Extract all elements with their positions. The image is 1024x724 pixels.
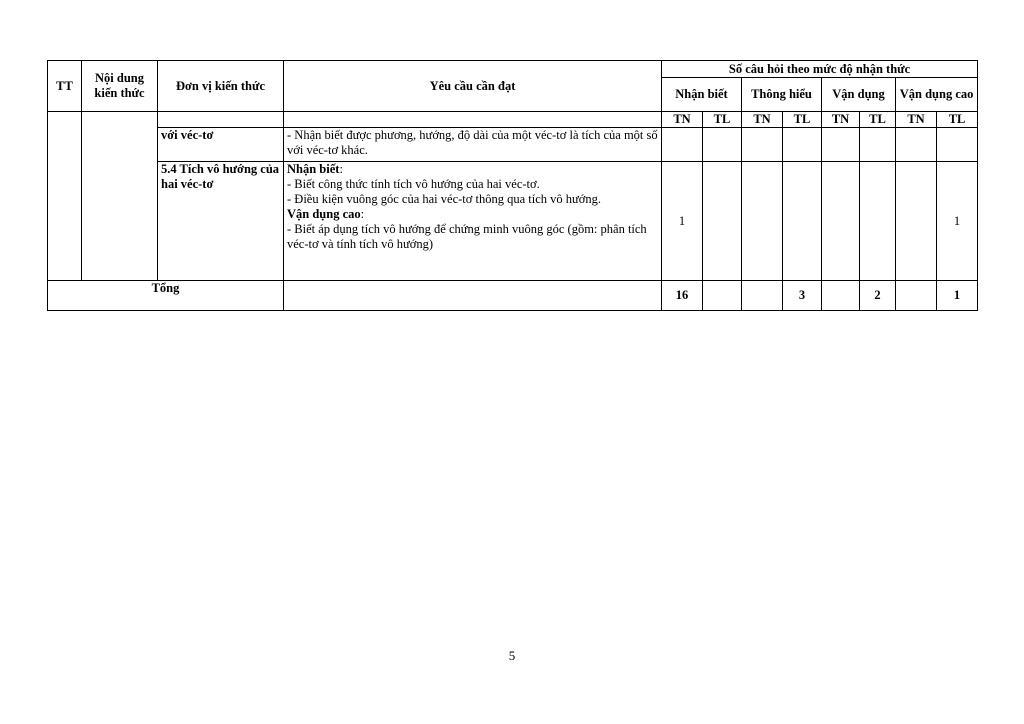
requirement-heading [287, 207, 658, 222]
table-row [48, 128, 978, 162]
count-cell [742, 162, 783, 281]
requirement-line: - Nhận biết được phương, hướng, độ dài của một véc-tơ là tích của một số với véc-tơ khác. [287, 128, 658, 157]
count-cell [703, 162, 742, 281]
count-cell [742, 128, 783, 162]
total-requirements-empty [284, 281, 662, 311]
total-count-cell: 3 [783, 281, 822, 311]
header-level-thong-hieu: Thông hiểu [742, 78, 822, 112]
count-cell [703, 128, 742, 162]
count-cell [896, 162, 937, 281]
total-count-cell [896, 281, 937, 311]
total-count-cell [703, 281, 742, 311]
unit-cell: với véc-tơ [158, 128, 284, 162]
requirement-heading [287, 162, 658, 177]
total-label: Tổng [48, 281, 284, 311]
subheader-tn: TN [662, 112, 703, 128]
count-cell: 1 [937, 162, 978, 281]
count-cell: 1 [662, 162, 703, 281]
subheader-tn: TN [742, 112, 783, 128]
total-count-cell: 16 [662, 281, 703, 311]
count-cell [937, 128, 978, 162]
requirement-line: - Biết công thức tính tích vô hướng của hai véc-tơ. [287, 177, 540, 191]
header-yeu-cau: Yêu cầu cần đạt [284, 61, 662, 112]
table-row [48, 162, 978, 281]
subheader-tn: TN [822, 112, 860, 128]
total-count-cell [822, 281, 860, 311]
total-count-cell: 2 [860, 281, 896, 311]
requirements-cell [284, 162, 662, 281]
header-level-nhan-biet: Nhận biết [662, 78, 742, 112]
content-cell-empty [82, 112, 158, 281]
subheader-tl: TL [703, 112, 742, 128]
header-noi-dung: Nội dung kiến thức [82, 61, 158, 112]
total-row [48, 281, 978, 311]
page-number: 5 [508, 648, 516, 663]
subheader-tl: TL [860, 112, 896, 128]
unit-cell: 5.4 Tích vô hướng của hai véc-tơ [158, 162, 284, 281]
requirement-line: - Điều kiện vuông góc của hai véc-tơ thông qua tích vô hướng. [287, 192, 602, 206]
count-cell [860, 162, 896, 281]
count-cell [822, 128, 860, 162]
total-count-cell: 1 [937, 281, 978, 311]
requirement-heading-colon: : [360, 207, 365, 221]
subheader-spacer [284, 112, 662, 128]
requirements-cell [284, 128, 662, 162]
requirement-heading-text: Nhận biết [287, 162, 340, 176]
count-cell [783, 128, 822, 162]
count-cell [662, 128, 703, 162]
tt-cell-empty [48, 112, 82, 281]
subheader-tl: TL [937, 112, 978, 128]
header-don-vi: Đơn vị kiến thức [158, 61, 284, 112]
header-level-van-dung: Vận dụng [822, 78, 896, 112]
subheader-spacer [158, 112, 284, 128]
subheader-tn: TN [896, 112, 937, 128]
requirement-heading-text: Vận dụng cao [287, 207, 361, 221]
count-cell [822, 162, 860, 281]
count-cell [896, 128, 937, 162]
count-cell [783, 162, 822, 281]
requirement-line: - Biết áp dụng tích vô hướng để chứng minh vuông góc (gồm: phân tích véc-tơ và tính tích vô hướng) [287, 222, 647, 251]
count-cell [860, 128, 896, 162]
header-so-cau-hoi: Số câu hỏi theo mức độ nhận thức [662, 61, 978, 78]
total-count-cell [742, 281, 783, 311]
requirement-heading-colon: : [339, 162, 343, 176]
knowledge-matrix-table [47, 60, 978, 311]
subheader-tl: TL [783, 112, 822, 128]
header-level-van-dung-cao: Vận dụng cao [896, 78, 978, 112]
header-tt: TT [48, 61, 82, 112]
